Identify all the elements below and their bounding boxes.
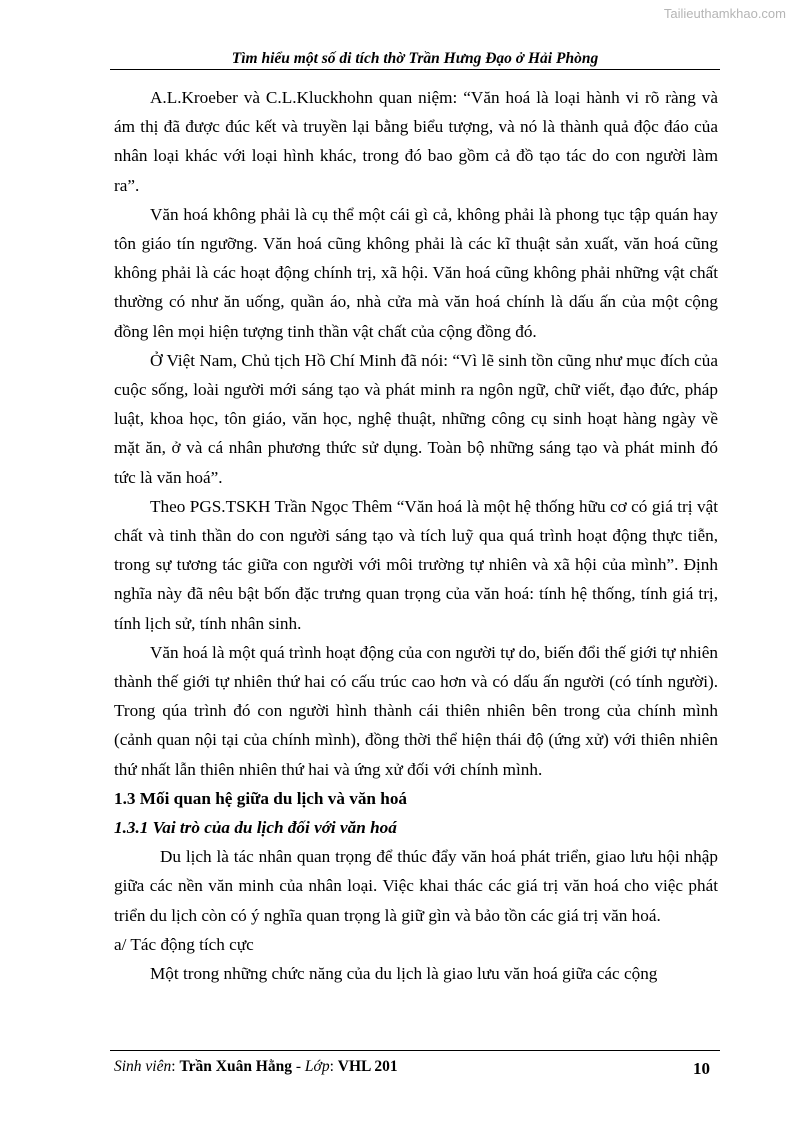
- page-number: 10: [693, 1059, 710, 1078]
- footer-divider: [110, 1050, 720, 1051]
- subheading-positive-impact: a/ Tác động tích cực: [114, 934, 254, 954]
- document-body: [114, 83, 718, 988]
- section-heading-1-3-1: 1.3.1 Vai trò của du lịch đối với văn hoá: [114, 818, 397, 838]
- page-header-title: Tìm hiểu một số di tích thờ Trần Hưng Đạo ở Hải Phòng: [231, 50, 599, 67]
- page-footer: Sinh viên: Trần Xuân Hằng - Lớp: VHL 201 10: [114, 1058, 710, 1078]
- paragraph-tourism-role: Du lịch là tác nhân quan trọng để thúc đẩy văn hoá phát triển, giao lưu hội nhập giữa các nền văn minh của nhân loại. Việc khai thác các giá trị văn hoá cho việc phát triển du lịch còn có ý nghĩa quan trọng là giữ gìn và bảo tồn các giá trị văn hoá.: [114, 847, 718, 925]
- paragraph-kroeber: A.L.Kroeber và C.L.Kluckhohn quan niệm: “Văn hoá là loại hành vi rõ ràng và ám thị đã được đúc kết và truyền lại bằng biểu tượng, và nó là thành quả độc đáo của nhân loại khác với loại hình khác, trong đó bao gồm cả đồ tạo tác do con người làm ra”.: [114, 88, 718, 195]
- paragraph-tourism-function: Một trong những chức năng của du lịch là giao lưu văn hoá giữa các cộng: [150, 964, 658, 984]
- paragraph-ho-chi-minh: Ở Việt Nam, Chủ tịch Hồ Chí Minh đã nói: “Vì lẽ sinh tồn cũng như mục đích của cuộc sống, loài người mới sáng tạo và phát minh ra ngôn ngữ, chữ viết, đạo đức, pháp luật, khoa học, tôn giáo, văn học, nghệ thuật, những công cụ sinh hoạt hàng ngày về mặt ăn, ở và cá nhân phương thức sử dụng. Toàn bộ những sáng tạo và phát minh đó tức là văn hoá”.: [114, 350, 718, 487]
- watermark: Tailieuthamkhao.com: [663, 6, 786, 21]
- footer-student-name: Trần Xuân Hằng: [179, 1058, 292, 1075]
- footer-student-label: Sinh viên: [114, 1058, 172, 1075]
- paragraph-culture-process: Văn hoá là một quá trình hoạt động của con người tự do, biến đổi thế giới tự nhiên thành thế giới tự nhiên thứ hai có cấu trúc cao hơn và có dấu ấn người (có tính người). Trong qúa trình đó con người hình thành cái thiên nhiên bên trong của chính mình (cảnh quan nội tại của chính mình), đồng thời thể hiện thái độ (ứng xử) với thiên nhiên thứ nhất lẫn thiên nhiên thứ hai và ứng xử đối với chính mình.: [114, 642, 718, 779]
- header-divider: [110, 69, 720, 70]
- paragraph-culture-not: Văn hoá không phải là cụ thể một cái gì cả, không phải là phong tục tập quán hay tôn giáo tín ngưỡng. Văn hoá cũng không phải là các kĩ thuật sản xuất, văn hoá cũng không phải là các hoạt động chính trị, xã hội. Văn hoá cũng không phải những vật chất thường có như ăn uống, quần áo, nhà cửa mà văn hoá chính là dấu ấn của một cộng đồng lên mọi hiện tượng tinh thần vật chất của cộng đồng đó.: [114, 204, 718, 341]
- section-heading-1-3: 1.3 Mối quan hệ giữa du lịch và văn hoá: [114, 788, 408, 808]
- paragraph-tran-ngoc-them: Theo PGS.TSKH Trần Ngọc Thêm “Văn hoá là một hệ thống hữu cơ có giá trị vật chất và tinh thần do con người sáng tạo và tích luỹ qua quá trình hoạt động thực tiễn, trong sự tương tác giữa con người với môi trường tự nhiên và xã hội của mình”. Định nghĩa này đã nêu bật bốn đặc trưng quan trọng của văn hoá: tính hệ thống, tính giá trị, tính lịch sử, tính nhân sinh.: [114, 496, 718, 633]
- footer-class-label: Lớp: [304, 1058, 330, 1075]
- footer-class-value: VHL 201: [337, 1058, 398, 1075]
